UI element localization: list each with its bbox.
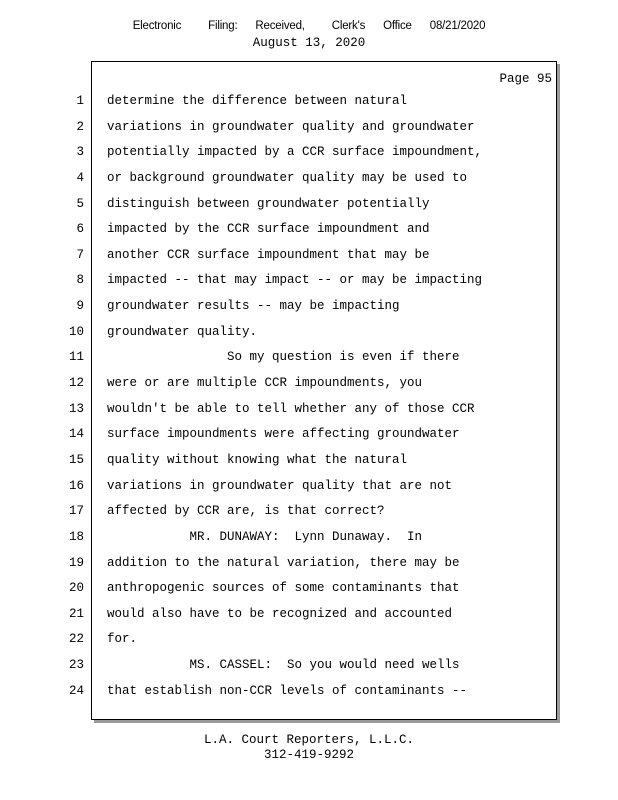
line-number: 23	[68, 658, 84, 673]
line-number: 9	[76, 299, 84, 314]
transcript-line	[0, 166, 618, 192]
transcript-line	[0, 89, 618, 115]
transcript-line	[0, 576, 618, 602]
line-text: affected by CCR are, is that correct?	[107, 504, 385, 519]
transcript-line	[0, 320, 618, 346]
line-text: anthropogenic sources of some contaminants that	[107, 581, 460, 596]
line-text: addition to the natural variation, there may be	[107, 555, 460, 570]
transcript-line	[0, 499, 618, 525]
line-text: So my question is even if there	[107, 350, 460, 365]
line-number: 22	[68, 632, 84, 647]
line-number: 19	[68, 555, 84, 570]
court-reporter-phone: 312-419-9292	[263, 748, 354, 762]
transcript-line	[0, 422, 618, 448]
transcript-line	[0, 192, 618, 218]
transcript-line	[0, 268, 618, 294]
line-text: variations in groundwater quality and groundwater	[107, 119, 475, 134]
footer	[0, 733, 618, 763]
transcript-line	[0, 140, 618, 166]
transcript-line	[0, 448, 618, 474]
line-text: variations in groundwater quality that are not	[107, 478, 453, 493]
transcript-line	[0, 551, 618, 577]
transcript-line	[0, 371, 618, 397]
line-text: distinguish between groundwater potentially	[107, 196, 430, 211]
line-text: potentially impacted by a CCR surface impoundment,	[107, 145, 483, 160]
line-number: 6	[76, 222, 84, 237]
court-reporter-name: L.A. Court Reporters, L.L.C.	[203, 733, 415, 747]
transcript-date: August 13, 2020	[252, 36, 366, 50]
line-number: 3	[76, 145, 84, 160]
line-number: 15	[68, 452, 84, 467]
transcript-line	[0, 679, 618, 705]
transcript-line	[0, 243, 618, 269]
filing-stamp: Electronic Filing: Received, Clerk's Office 08/21/2020	[132, 20, 486, 32]
line-text: surface impoundments were affecting groundwater	[107, 427, 460, 442]
line-number: 13	[68, 401, 84, 416]
page-number: Page 95	[499, 72, 552, 86]
line-text: groundwater results -- may be impacting	[107, 299, 400, 314]
line-number: 5	[76, 196, 84, 211]
line-number: 16	[68, 478, 84, 493]
line-number: 12	[68, 376, 84, 391]
line-number: 11	[68, 350, 84, 365]
transcript-line	[0, 627, 618, 653]
line-number: 17	[68, 504, 84, 519]
line-text: determine the difference between natural	[107, 94, 408, 108]
line-text: wouldn't be able to tell whether any of those CCR	[107, 401, 475, 416]
line-number: 2	[76, 119, 84, 134]
line-text: or background groundwater quality may be used to	[107, 170, 468, 185]
line-number: 24	[68, 683, 84, 698]
line-text: impacted by the CCR surface impoundment and	[107, 222, 430, 237]
transcript-line	[0, 115, 618, 141]
line-text: were or are multiple CCR impoundments, you	[107, 376, 423, 391]
line-text: groundwater quality.	[107, 324, 258, 339]
transcript-line	[0, 525, 618, 551]
transcript-lines	[0, 89, 618, 704]
transcript-line	[0, 653, 618, 679]
line-text: MS. CASSEL: So you would need wells	[107, 658, 460, 673]
line-text: another CCR surface impoundment that may be	[107, 247, 430, 262]
transcript-line	[0, 397, 618, 423]
line-text: that establish non-CCR levels of contaminants --	[107, 683, 468, 698]
line-text: MR. DUNAWAY: Lynn Dunaway. In	[107, 529, 423, 544]
line-number: 7	[76, 247, 84, 262]
line-number: 10	[68, 324, 84, 339]
line-text: would also have to be recognized and accounted	[107, 606, 453, 621]
transcript-line	[0, 345, 618, 371]
transcript-line	[0, 294, 618, 320]
line-number: 14	[68, 427, 84, 442]
transcript-line	[0, 474, 618, 500]
line-number: 8	[76, 273, 84, 288]
transcript-line	[0, 602, 618, 628]
transcript-line	[0, 217, 618, 243]
line-number: 21	[68, 606, 84, 621]
line-number: 4	[76, 170, 84, 185]
line-number: 20	[68, 581, 84, 596]
line-number: 18	[68, 529, 84, 544]
line-text: quality without knowing what the natural	[107, 452, 408, 467]
line-text: for.	[107, 632, 138, 647]
line-text: impacted -- that may impact -- or may be impacting	[107, 273, 483, 288]
line-number: 1	[76, 94, 84, 108]
